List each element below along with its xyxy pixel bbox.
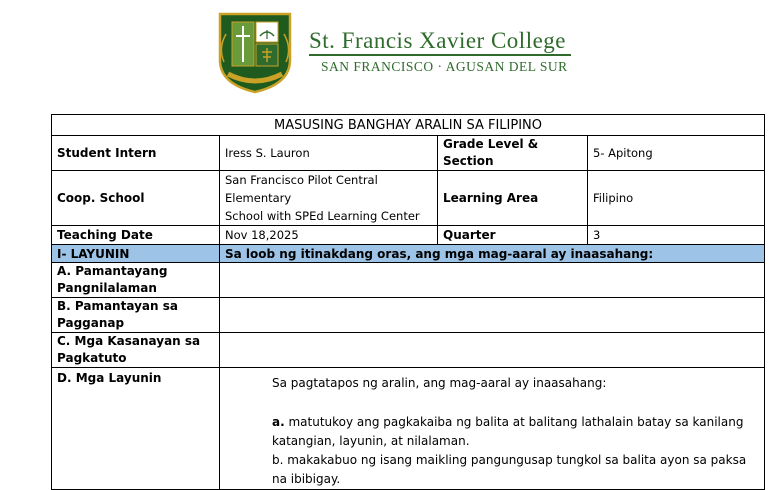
teaching-date-label: Teaching Date (52, 226, 220, 245)
row-label-pamantayang-pangnilalaman (52, 263, 220, 298)
student-intern-label: Student Intern (52, 136, 220, 171)
row-c-line-1: C. Mga Kasanayan sa (57, 334, 201, 348)
college-name: St. Francis Xavier College (309, 28, 567, 53)
objective-a (272, 413, 759, 451)
college-location: SAN FRANCISCO · AGUSAN DEL SUR (321, 59, 568, 74)
learning-area-label: Learning Area (438, 171, 588, 226)
row-label-mga-layunin: D. Mga Layunin (52, 368, 220, 490)
layunin-section-label: I- LAYUNIN (52, 245, 220, 263)
objective-a-marker: a. (272, 415, 285, 429)
coop-school-label: Coop. School (52, 171, 220, 226)
learning-area-value: Filipino (588, 171, 765, 226)
row-a-line-2: Pangnilalaman (57, 281, 157, 295)
grade-section-value: 5- Apitong (588, 136, 765, 171)
row-a-line-1: A. Pamantayang (57, 264, 168, 278)
student-intern-value: Iress S. Lauron (220, 136, 438, 171)
coop-school-line-2: School with SPEd Learning Center (225, 209, 420, 223)
row-value-pamantayan-sa-pagganap (220, 298, 765, 333)
coop-school-line-1: San Francisco Pilot Central Elementary (225, 173, 378, 205)
quarter-value: 3 (588, 226, 765, 245)
row-value-mga-kasanayan (220, 333, 765, 368)
teaching-date-value: Nov 18,2025 (220, 226, 438, 245)
row-b-line-2: Pagganap (57, 316, 125, 330)
quarter-label: Quarter (438, 226, 588, 245)
objectives-intro: Sa pagtatapos ng aralin, ang mag-aaral ay inaasahang: (272, 376, 607, 390)
college-seal-icon (214, 12, 296, 94)
objective-b: b. makakabuo ng isang maikling pangungusap tungkol sa balita ayon sa paksa na ibibigay. (272, 453, 747, 486)
row-value-mga-layunin (220, 368, 765, 490)
school-header (0, 0, 784, 112)
row-value-pamantayang-pangnilalaman (220, 263, 765, 298)
college-name-rule (309, 54, 571, 56)
lesson-plan-table (51, 114, 765, 490)
document-title: MASUSING BANGHAY ARALIN SA FILIPINO (52, 115, 765, 136)
row-label-pamantayan-sa-pagganap (52, 298, 220, 333)
row-c-line-2: Pagkatuto (57, 351, 127, 365)
layunin-section-intro: Sa loob ng itinakdang oras, ang mga mag-aaral ay inaasahang: (220, 245, 765, 263)
row-b-line-1: B. Pamantayan sa (57, 299, 178, 313)
grade-section-label: Grade Level & Section (438, 136, 588, 171)
objectives-spacer (272, 393, 759, 413)
objective-a-text: matutukoy ang pagkakaiba ng balita at balitang lathalain batay sa kanilang katangian, layunin, at nilalaman. (272, 415, 744, 448)
row-label-mga-kasanayan (52, 333, 220, 368)
coop-school-value (220, 171, 438, 226)
